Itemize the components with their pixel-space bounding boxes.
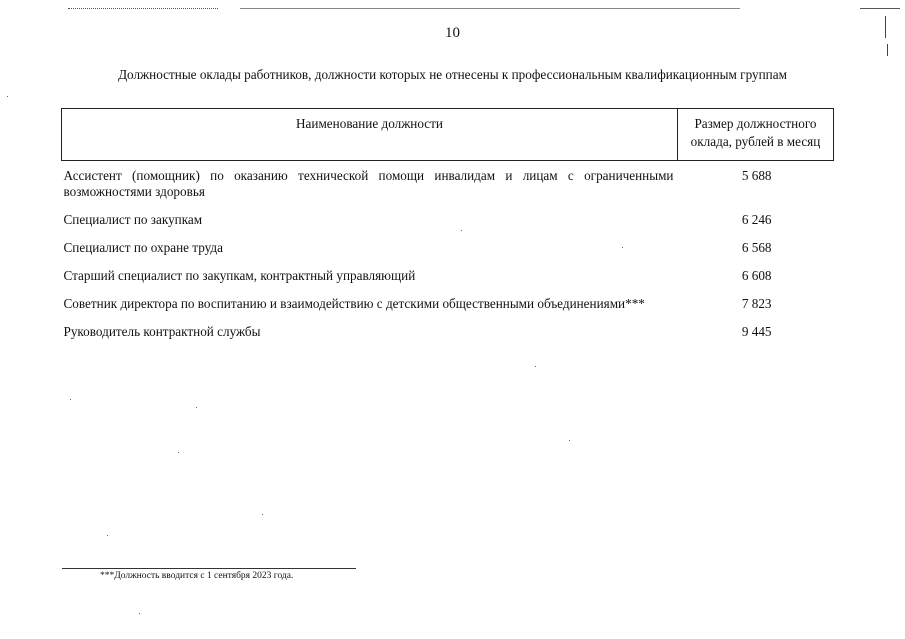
header-position: Наименование должности xyxy=(62,109,678,161)
table-header-row xyxy=(62,109,834,161)
scan-speck xyxy=(139,613,140,614)
scan-edge-mark xyxy=(887,44,888,56)
footnote: ***Должность вводится с 1 сентября 2023 года. xyxy=(100,571,294,581)
scan-speck xyxy=(107,535,108,536)
scan-speck xyxy=(535,366,536,367)
top-edge-rule xyxy=(240,8,740,9)
top-edge-rule xyxy=(860,8,900,9)
table-row xyxy=(62,240,834,268)
scan-speck xyxy=(70,399,71,400)
table-row xyxy=(62,161,834,213)
top-edge-rule xyxy=(68,8,218,9)
scan-speck xyxy=(622,247,623,248)
salary-amount: 6 568 xyxy=(741,240,772,255)
table-row xyxy=(62,268,834,296)
table-row xyxy=(62,212,834,240)
position-name: Специалист по закупкам xyxy=(63,212,203,227)
footnote-rule xyxy=(62,568,356,569)
position-name: Специалист по охране труда xyxy=(63,240,223,255)
scan-speck xyxy=(7,96,8,97)
salary-amount: 6 246 xyxy=(741,212,772,227)
document-title: Должностные оклады работников, должности которых не отнесены к профессиональным квалификационным группам xyxy=(118,67,787,82)
scan-speck xyxy=(262,514,263,515)
table-row xyxy=(62,296,834,324)
position-name: Руководитель контрактной службы xyxy=(63,324,261,339)
page-number: 10 xyxy=(445,25,460,41)
salary-amount: 9 445 xyxy=(741,324,772,339)
scan-speck xyxy=(196,407,197,408)
salary-amount: 6 608 xyxy=(741,268,772,283)
salary-amount: 5 688 xyxy=(741,168,772,183)
scan-speck xyxy=(461,230,462,231)
position-name: Старший специалист по закупкам, контрактный управляющий xyxy=(63,268,416,283)
scan-speck xyxy=(569,440,570,441)
salary-amount: 7 823 xyxy=(741,296,772,311)
scan-speck xyxy=(178,452,179,453)
position-name: Советник директора по воспитанию и взаимодействию с детскими общественными объединениями*** xyxy=(63,296,645,311)
header-salary-amount: Размер должностного оклада, рублей в месяц xyxy=(678,109,834,161)
position-name: Ассистент (помощник) по оказанию технической помощи инвалидам и лицам с ограниченными возможностями здоровья xyxy=(63,168,674,199)
table-row xyxy=(62,324,834,352)
salary-table xyxy=(61,108,834,352)
